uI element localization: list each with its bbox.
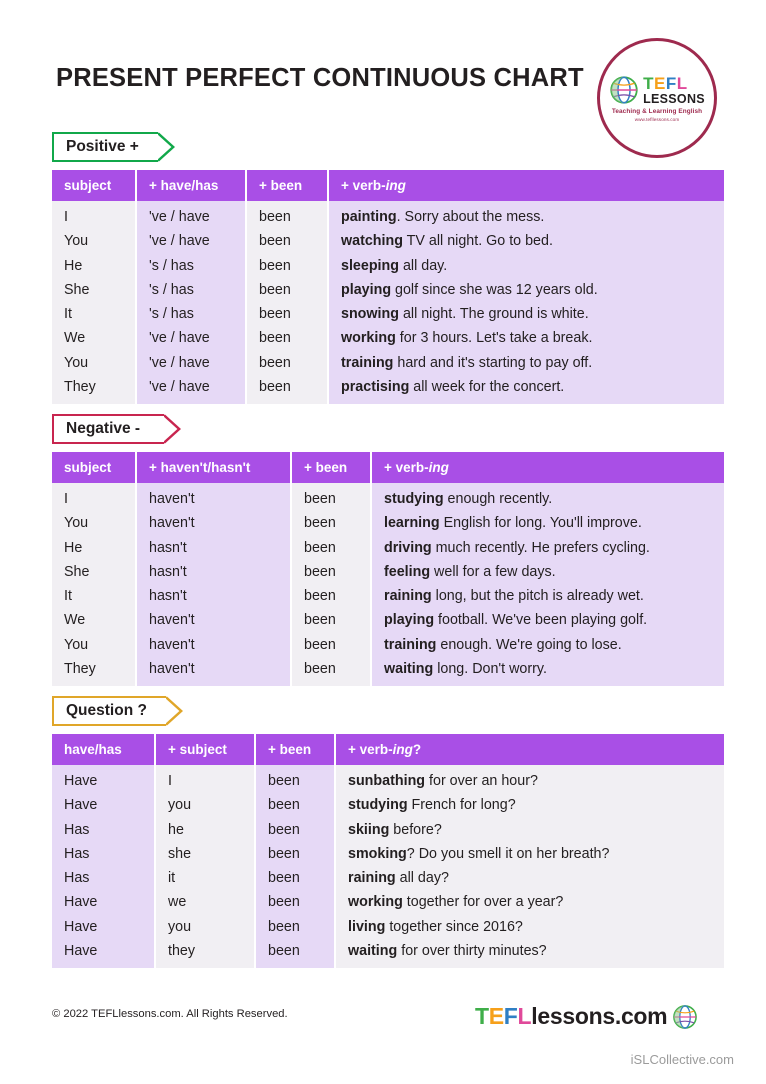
column-header-1: have/has xyxy=(52,734,156,765)
table-cell: been xyxy=(268,870,300,887)
table-cell: snowing all night. The ground is white. xyxy=(341,306,589,323)
table-cell: You xyxy=(64,354,89,371)
table-cell: driving much recently. He prefers cycling. xyxy=(384,539,650,556)
table-cell: been xyxy=(268,943,300,960)
table-cell: training enough. We're going to lose. xyxy=(384,636,622,653)
table-body xyxy=(52,765,724,968)
column-header-3: + been xyxy=(292,452,372,483)
table-cell: waiting for over thirty minutes? xyxy=(348,943,547,960)
table-cell: It xyxy=(64,306,72,323)
table-cell: been xyxy=(304,612,336,629)
table-cell: Have xyxy=(64,797,98,814)
table-cell: Have xyxy=(64,894,98,911)
table-negative xyxy=(52,452,724,686)
table-cell: raining long, but the pitch is already wet. xyxy=(384,588,644,605)
table-cell: haven't xyxy=(149,491,195,507)
column-header-2: + have/has xyxy=(137,170,247,201)
table-cell: you xyxy=(168,797,192,814)
table-cell: studying enough recently. xyxy=(384,491,553,507)
table-cell: Has xyxy=(64,821,90,838)
column-header-3: + been xyxy=(247,170,329,201)
table-cell: 've / have xyxy=(149,379,210,396)
table-cell: haven't xyxy=(149,661,195,678)
logo-letter-e: E xyxy=(653,73,666,93)
table-column-2 xyxy=(156,765,256,968)
table-cell: He xyxy=(64,257,83,274)
column-header-1: subject xyxy=(52,170,137,201)
table-cell: raining all day? xyxy=(348,870,449,887)
banner-label-question: Question ? xyxy=(52,696,166,726)
footer-letter-f: F xyxy=(503,1003,518,1029)
tefl-lessons-logo xyxy=(597,38,717,158)
table-body xyxy=(52,201,724,404)
table-cell: been xyxy=(259,209,291,225)
table-cell: Have xyxy=(64,943,98,960)
table-cell: been xyxy=(268,845,300,862)
column-header-4: + verb- ing ? xyxy=(336,734,724,765)
table-cell: haven't xyxy=(149,636,195,653)
table-column-4 xyxy=(372,483,724,686)
table-cell: been xyxy=(259,354,291,371)
table-cell: haven't xyxy=(149,515,195,532)
table-cell: been xyxy=(259,306,291,323)
table-cell: they xyxy=(168,943,196,960)
banner-arrow-question xyxy=(166,696,183,726)
table-cell: She xyxy=(64,281,90,298)
column-header-1: subject xyxy=(52,452,137,483)
table-cell: It xyxy=(64,588,72,605)
table-cell: been xyxy=(304,515,336,532)
footer-letter-t: T xyxy=(475,1003,489,1029)
table-cell: been xyxy=(268,821,300,838)
table-header-row xyxy=(52,734,724,765)
logo-tefl-text xyxy=(643,75,688,92)
table-cell: been xyxy=(259,257,291,274)
column-header-3: + been xyxy=(256,734,336,765)
table-cell: painting. Sorry about the mess. xyxy=(341,209,545,225)
footer-brand-rest: lessons.com xyxy=(531,1003,668,1029)
banner-arrow-positive xyxy=(158,132,175,162)
table-cell: We xyxy=(64,330,86,347)
table-column-2 xyxy=(137,201,247,404)
table-cell: sleeping all day. xyxy=(341,257,448,274)
table-cell: You xyxy=(64,515,89,532)
logo-letter-t: T xyxy=(643,73,654,93)
table-cell: Have xyxy=(64,918,98,935)
table-cell: feeling well for a few days. xyxy=(384,563,556,580)
footer-letter-e: E xyxy=(488,1003,504,1029)
table-header-row xyxy=(52,170,724,201)
table-column-1 xyxy=(52,765,156,968)
table-column-1 xyxy=(52,483,137,686)
table-cell: 's / has xyxy=(149,257,194,274)
table-cell: Has xyxy=(64,845,90,862)
footer-brand-logo xyxy=(475,1003,698,1030)
table-cell: been xyxy=(304,588,336,605)
table-cell: been xyxy=(304,491,336,507)
table-cell: been xyxy=(259,379,291,396)
islcollective-watermark: iSLCollective.com xyxy=(630,1052,734,1067)
banner-label-positive: Positive + xyxy=(52,132,158,162)
table-cell: been xyxy=(259,281,291,298)
logo-lessons-text: LESSONS xyxy=(643,91,705,106)
table-column-4 xyxy=(336,765,724,968)
banner-label-negative: Negative - xyxy=(52,414,164,444)
table-cell: been xyxy=(268,894,300,911)
table-cell: 've / have xyxy=(149,209,210,225)
table-question xyxy=(52,734,724,968)
table-cell: 've / have xyxy=(149,233,210,250)
table-column-3 xyxy=(247,201,329,404)
table-cell: she xyxy=(168,845,192,862)
table-cell: watching TV all night. Go to bed. xyxy=(341,233,553,250)
table-cell: been xyxy=(259,233,291,250)
column-header-4: + verb- ing xyxy=(329,170,724,201)
table-cell: hasn't xyxy=(149,563,187,580)
table-cell: You xyxy=(64,636,89,653)
table-column-3 xyxy=(292,483,372,686)
section-banner-question xyxy=(52,696,183,726)
table-body xyxy=(52,483,724,686)
column-header-4: + verb- ing xyxy=(372,452,724,483)
table-cell: hasn't xyxy=(149,588,187,605)
table-cell: I xyxy=(64,209,68,225)
table-cell: haven't xyxy=(149,612,195,629)
table-cell: I xyxy=(168,773,172,789)
section-banner-negative xyxy=(52,414,181,444)
copyright-text: © 2022 TEFLlessons.com. All Rights Reserved. xyxy=(52,1008,288,1020)
table-cell: sunbathing for over an hour? xyxy=(348,773,538,789)
table-cell: studying French for long? xyxy=(348,797,516,814)
column-header-2: + haven't/hasn't xyxy=(137,452,292,483)
table-column-3 xyxy=(256,765,336,968)
table-cell: 've / have xyxy=(149,354,210,371)
logo-tagline: Teaching & Learning English xyxy=(611,108,703,115)
logo-letter-f: F xyxy=(665,73,677,93)
page-title: PRESENT PERFECT CONTINUOUS CHART xyxy=(56,64,584,92)
table-cell: you xyxy=(168,918,192,935)
logo-top-row xyxy=(609,75,705,106)
table-cell: working together for over a year? xyxy=(348,894,564,911)
table-cell: been xyxy=(259,330,291,347)
table-column-4 xyxy=(329,201,724,404)
footer-brand-text xyxy=(475,1003,667,1030)
logo-letter-l: L xyxy=(676,73,688,93)
table-cell: Have xyxy=(64,773,98,789)
footer-letter-l: L xyxy=(517,1003,532,1029)
table-cell: been xyxy=(268,773,300,789)
table-cell: We xyxy=(64,612,86,629)
table-cell: waiting long. Don't worry. xyxy=(384,661,547,678)
table-cell: smoking? Do you smell it on her breath? xyxy=(348,845,610,862)
table-cell: They xyxy=(64,661,96,678)
footer-globe-icon xyxy=(672,1004,698,1030)
table-cell: She xyxy=(64,563,90,580)
banner-arrow-negative xyxy=(164,414,181,444)
table-cell: 's / has xyxy=(149,281,194,298)
table-cell: I xyxy=(64,491,68,507)
table-cell: been xyxy=(304,563,336,580)
table-cell: You xyxy=(64,233,89,250)
logo-url: www.tefllessons.com xyxy=(634,116,680,122)
table-column-1 xyxy=(52,201,137,404)
table-cell: 's / has xyxy=(149,306,194,323)
table-cell: playing football. We've been playing golf. xyxy=(384,612,648,629)
table-cell: 've / have xyxy=(149,330,210,347)
table-cell: living together since 2016? xyxy=(348,918,523,935)
table-cell: Has xyxy=(64,870,90,887)
table-column-2 xyxy=(137,483,292,686)
table-cell: been xyxy=(268,797,300,814)
table-cell: working for 3 hours. Let's take a break. xyxy=(341,330,593,347)
table-cell: we xyxy=(168,894,187,911)
table-cell: playing golf since she was 12 years old. xyxy=(341,281,598,298)
table-cell: been xyxy=(304,661,336,678)
table-cell: They xyxy=(64,379,96,396)
column-header-2: + subject xyxy=(156,734,256,765)
table-cell: training hard and it's starting to pay off. xyxy=(341,354,593,371)
table-cell: it xyxy=(168,870,176,887)
table-cell: he xyxy=(168,821,184,838)
table-positive xyxy=(52,170,724,404)
table-cell: hasn't xyxy=(149,539,187,556)
table-cell: been xyxy=(268,918,300,935)
table-cell: been xyxy=(304,539,336,556)
logo-inner-ring xyxy=(605,46,709,150)
table-cell: skiing before? xyxy=(348,821,442,838)
table-cell: practising all week for the concert. xyxy=(341,379,565,396)
globe-icon xyxy=(609,75,639,105)
table-header-row xyxy=(52,452,724,483)
table-cell: learning English for long. You'll improve. xyxy=(384,515,642,532)
section-banner-positive xyxy=(52,132,175,162)
table-cell: been xyxy=(304,636,336,653)
table-cell: He xyxy=(64,539,83,556)
logo-wordmark xyxy=(643,75,705,106)
